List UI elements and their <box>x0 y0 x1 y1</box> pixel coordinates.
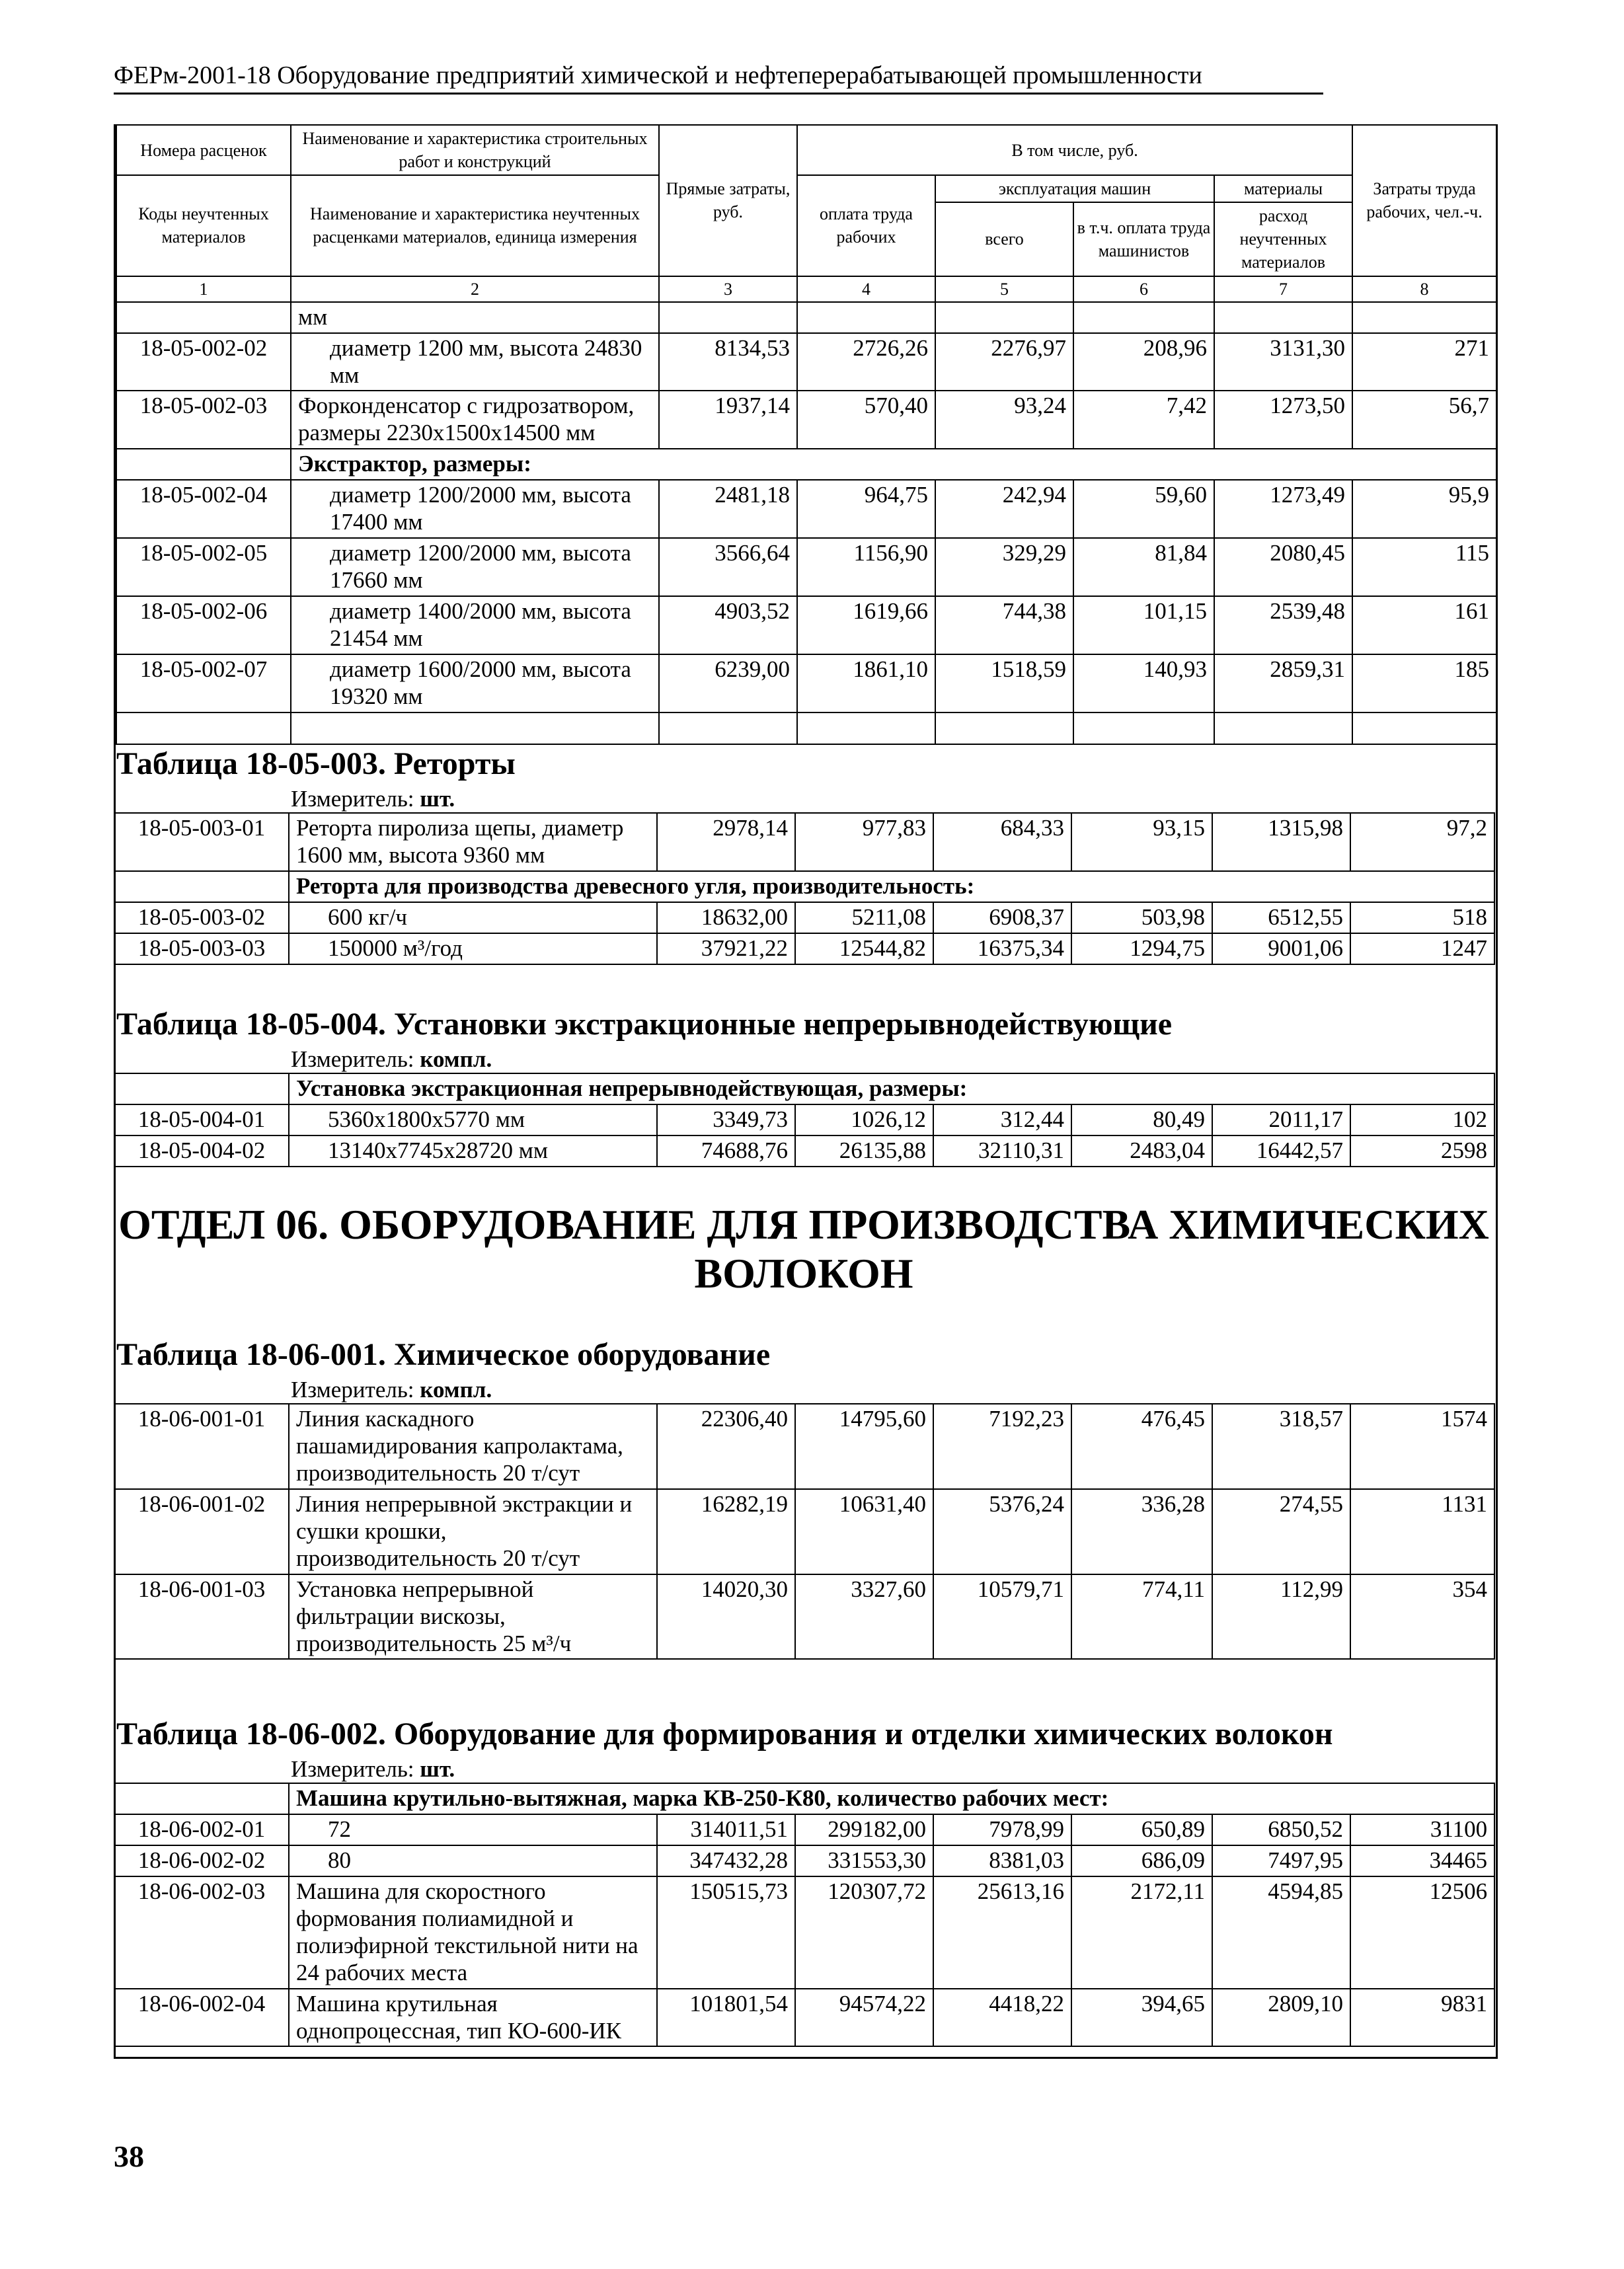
measure-line: Измеритель: компл. <box>291 1377 492 1403</box>
col3-header: Прямые затраты, руб. <box>659 125 797 276</box>
table-title: Таблица 18-05-004. Установки экстракционные непрерывнодействующие <box>116 1007 1173 1042</box>
col1-bottom-header: Коды неучтенных материалов <box>116 175 291 276</box>
col-number: 6 <box>1073 276 1214 302</box>
table-row: 18-05-002-05 диаметр 1200/2000 мм, высота 17660 мм 3566,64 1156,90 329,29 81,84 2080,45 115 <box>116 538 1496 596</box>
table-row: 18-05-003-03 150000 м³/год 37921,22 12544,82 16375,34 1294,75 9001,06 1247 <box>114 933 1494 964</box>
table-row: 18-06-002-02 80 347432,28 331553,30 8381,03 686,09 7497,95 34465 <box>114 1845 1494 1876</box>
col-number: 2 <box>291 276 659 302</box>
continued-text: мм <box>291 302 659 333</box>
col7-header: расход неучтенных материалов <box>1214 202 1352 276</box>
table-18-06-001 <box>114 1403 1495 1660</box>
subheader: Машина крутильно-вытяжная, марка КВ-250-К80, количество рабочих мест: <box>289 1783 1494 1814</box>
table-row: 18-06-002-01 72 314011,51 299182,00 7978,99 650,89 6850,52 31100 <box>114 1814 1494 1845</box>
col-number: 5 <box>935 276 1073 302</box>
table-row: 18-05-002-02 диаметр 1200 мм, высота 24830 мм 8134,53 2726,26 2276,97 208,96 3131,30 271 <box>116 333 1496 391</box>
col8-header: Затраты труда рабочих, чел.-ч. <box>1352 125 1496 276</box>
measure-line: Измеритель: шт. <box>291 786 455 812</box>
table-row: 18-06-001-02 Линия непрерывной экстракции и сушки крошки, производительность 20 т/сут 16282,19 10631,40 5376,24 336,28 274,55 1131 <box>114 1489 1494 1574</box>
subheader: Экстрактор, размеры: <box>291 449 1496 480</box>
col5-header: всего <box>935 202 1073 276</box>
col1-top-header: Номера расценок <box>116 125 291 175</box>
page-number: 38 <box>114 2139 144 2173</box>
col-number: 4 <box>797 276 935 302</box>
col4-header: оплата труда рабочих <box>797 175 935 276</box>
col6-header: в т.ч. оплата труда машинистов <box>1073 202 1214 276</box>
table-title: Таблица 18-06-001. Химическое оборудование <box>116 1337 771 1372</box>
table-row: 18-06-001-01 Линия каскадного пашамидирования капролактама, производительность 20 т/сут 22306,40 14795,60 7192,23 476,45 318,57 1574 <box>114 1404 1494 1489</box>
table-row: 18-05-002-07 диаметр 1600/2000 мм, высота 19320 мм 6239,00 1861,10 1518,59 140,93 2859,31 185 <box>116 654 1496 712</box>
col-number: 8 <box>1352 276 1496 302</box>
section-18-05-003 <box>114 746 1494 965</box>
table-row: 18-05-002-06 диаметр 1400/2000 мм, высота 21454 мм 4903,52 1619,66 744,38 101,15 2539,48 161 <box>116 596 1496 654</box>
section-18-06-001 <box>114 1336 1494 1660</box>
table-title: Таблица 18-05-003. Реторты <box>116 746 516 781</box>
col-number: 7 <box>1214 276 1352 302</box>
section-18-06-002 <box>114 1716 1494 2047</box>
table-18-06-002 <box>114 1783 1495 2047</box>
table-18-05-004 <box>114 1073 1495 1167</box>
table-row: 18-05-002-04 диаметр 1200/2000 мм, высота 17400 мм 2481,18 964,75 242,94 59,60 1273,49 95,9 <box>116 480 1496 538</box>
department-title: ОТДЕЛ 06. ОБОРУДОВАНИЕ ДЛЯ ПРОИЗВОДСТВА ХИМИЧЕСКИХ ВОЛОКОН <box>118 1201 1489 1297</box>
document-header: ФЕРм-2001-18 Оборудование предприятий химической и нефтеперерабатывающей промышленности <box>114 61 1323 95</box>
section-18-05-004 <box>114 1006 1494 1167</box>
table-18-05-003 <box>114 812 1495 965</box>
table-row: 18-06-002-03 Машина для скоростного формования полиамидной и полиэфирной текстильной нити на 24 рабочих места 150515,73 120307,72 25613,16 2172,11 4594,85 12506 <box>114 1876 1494 1989</box>
table-row: 18-05-004-02 13140х7745х28720 мм 74688,76 26135,88 32110,31 2483,04 16442,57 2598 <box>114 1135 1494 1167</box>
machines-header: эксплуатация машин <box>935 175 1214 202</box>
col2-bottom-header: Наименование и характеристика неучтенных расценками материалов, единица измерения <box>291 175 659 276</box>
table-row: 18-06-001-03 Установка непрерывной фильтрации вискозы, производительность 25 м³/ч 14020,30 3327,60 10579,71 774,11 112,99 354 <box>114 1574 1494 1660</box>
col-number: 3 <box>659 276 797 302</box>
col2-top-header: Наименование и характеристика строительных работ и конструкций <box>291 125 659 175</box>
table-row: 18-05-002-03 Форконденсатор с гидрозатвором, размеры 2230х1500х14500 мм 1937,14 570,40 93,24 7,42 1273,50 56,7 <box>116 391 1496 449</box>
table-row: 18-05-003-01 Реторта пиролиза щепы, диаметр 1600 мм, высота 9360 мм 2978,14 977,83 684,33 93,15 1315,98 97,2 <box>114 813 1494 871</box>
measure-line: Измеритель: шт. <box>291 1756 455 1782</box>
subheader: Установка экстракционная непрерывнодействующая, размеры: <box>289 1073 1494 1104</box>
table-title: Таблица 18-06-002. Оборудование для формирования и отделки химических волокон <box>116 1716 1333 1751</box>
table-row: 18-06-002-04 Машина крутильная однопроцессная, тип КО-600-ИК 101801,54 94574,22 4418,22 394,65 2809,10 9831 <box>114 1989 1494 2047</box>
table-row: 18-05-004-01 5360х1800х5770 мм 3349,73 1026,12 312,44 80,49 2011,17 102 <box>114 1104 1494 1135</box>
incl-header: В том числе, руб. <box>797 125 1352 175</box>
rates-table-continued <box>116 124 1497 745</box>
measure-line: Измеритель: компл. <box>291 1046 492 1072</box>
col-number: 1 <box>116 276 291 302</box>
table-row: 18-05-003-02 600 кг/ч 18632,00 5211,08 6908,37 503,98 6512,55 518 <box>114 902 1494 933</box>
materials-header: материалы <box>1214 175 1352 202</box>
subheader: Реторта для производства древесного угля, производительность: <box>289 871 1494 902</box>
